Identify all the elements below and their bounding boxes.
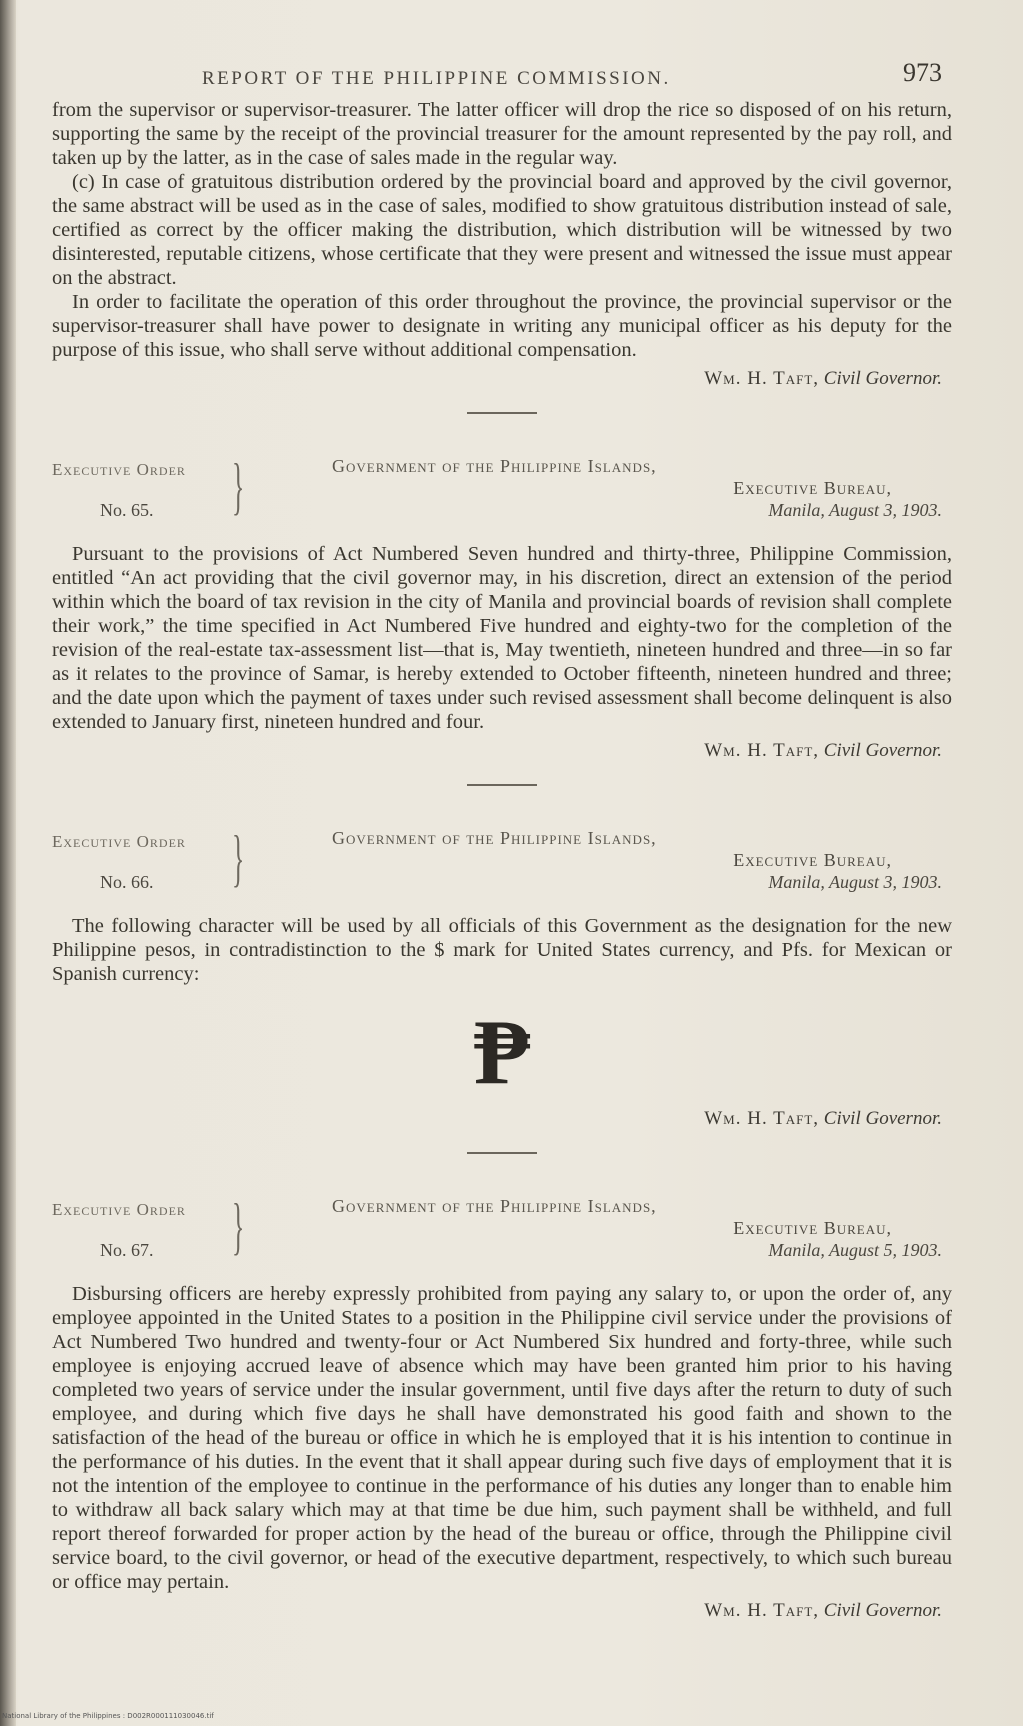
executive-order-65 [52,450,952,762]
executive-order-66 [52,822,952,1130]
bureau-heading: Executive Bureau, [733,1218,892,1238]
brace-glyph: } [232,1190,245,1261]
running-head [52,58,952,98]
bureau-heading: Executive Bureau, [733,850,892,870]
signature-name: Wm. H. Taft, [704,1108,820,1129]
order-label: Executive Order [52,1200,186,1219]
section-divider [467,784,537,786]
order-number: No. 66. [100,872,154,892]
signature-title: Civil Governor. [823,1600,942,1621]
order-body: Pursuant to the provisions of Act Numbered Seven hundred and thirty-three, Philippine Commission, entitled “An act providing that the civil governor may, in his discretion, direct an extension of the period within which the board of tax revision in the city of Manila and provincial boards of revision shall complete their work,” the time specified in Act Numbered Five hundred and eighty-two for the completion of the revision of the real-estate tax-assessment list—that is, May twentieth, nineteen hundred and three—in so far as it relates to the province of Samar, is hereby extended to October fifteenth, nineteen hundred and three; and the date upon which the payment of taxes under such revised assessment shall become delinquent is also extended to January first, nineteen hundred and four. [52,543,952,733]
order-heading [52,1190,952,1282]
signature-block [52,1600,952,1622]
peso-sign-icon: ₱ [473,1001,531,1103]
order-date: Manila, August 3, 1903. [768,872,942,892]
brace-glyph: } [232,450,245,521]
signature-title: Civil Governor. [823,368,942,389]
signature-block [52,368,952,390]
signature-name: Wm. H. Taft, [704,1600,820,1621]
signature-name: Wm. H. Taft, [704,368,820,389]
order-label: Executive Order [52,460,186,479]
government-heading: Government of the Philippine Islands, [332,828,657,848]
signature-block [52,740,952,762]
order-body: The following character will be used by all officials of this Government as the designation for the new Philippine pesos, in contradistinction to the $ mark for United States currency, and Pfs. for Mexican or Spanish currency: [52,915,952,985]
signature-title: Civil Governor. [823,1108,942,1129]
order-date: Manila, August 3, 1903. [768,500,942,520]
section-divider [467,412,537,414]
continuation-paragraph-3: In order to facilitate the operation of this order throughout the province, the provincial supervisor or the supervisor-treasurer shall have power to designate in writing any municipal officer as his deputy for the purpose of this issue, who shall serve without additional compensation. [52,291,952,361]
order-body: Disbursing officers are hereby expressly prohibited from paying any salary to, or upon the order of, any employee appointed in the United States to a position in the Philippine civil service under the provisions of Act Numbered Two hundred and twenty-four or Act Numbered Six hundred and forty-three, while such employee is enjoying accrued leave of absence which may have been granted him prior to his having completed two years of service under the insular government, until five days after the return to duty of such employee, and during which five days he shall have demonstrated his good faith and shown to the satisfaction of the head of the bureau or office in which he is employed that it is his intention to continue in the performance of his duties. In the event that it shall appear during such five days of employment that it is not the intention of the employee to continue in the performance of his duties any longer than to enable him to withdraw all back salary which may at that time be due him, such payment shall be withheld, and full report thereof forwarded for proper action by the head of the bureau or office, through the Philippine civil service board, to the civil governor, or head of the executive department, respectively, to which such bureau or office may pertain. [52,1283,952,1593]
bureau-heading: Executive Bureau, [733,478,892,498]
order-date: Manila, August 5, 1903. [768,1240,942,1260]
government-heading: Government of the Philippine Islands, [332,456,657,476]
section-divider [467,1152,537,1154]
order-number: No. 67. [100,1240,154,1260]
order-heading [52,450,952,542]
order-heading [52,822,952,914]
brace-glyph: } [232,822,245,893]
signature-block [52,1108,952,1130]
order-label: Executive Order [52,832,186,851]
scan-credit: National Library of the Philippines : D002R000111030046.tif [2,1712,214,1720]
running-title: REPORT OF THE PHILIPPINE COMMISSION. [202,68,671,89]
page-content [52,58,952,1622]
order-number: No. 65. [100,500,154,520]
continuation-paragraph-2: (c) In case of gratuitous distribution ordered by the provincial board and approved by the civil governor, the same abstract will be used as in the case of sales, modified to show gratuitous distribution instead of sale, certified as correct by the officer making the distribution, which distribution will be witnessed by two disinterested, reputable citizens, whose certificate that they were present and witnessed the issue must appear on the abstract. [52,171,952,289]
page-number: 973 [903,58,942,87]
government-heading: Government of the Philippine Islands, [332,1196,657,1216]
continuation-paragraph-1: from the supervisor or supervisor-treasurer. The latter officer will drop the rice so disposed of on his return, supporting the same by the receipt of the provincial treasurer for the amount represented by the pay roll, and taken up by the latter, as in the case of sales made in the regular way. [52,99,952,169]
executive-order-67 [52,1190,952,1622]
signature-title: Civil Governor. [823,740,942,761]
book-spine-shadow [0,0,16,1726]
signature-name: Wm. H. Taft, [704,740,820,761]
